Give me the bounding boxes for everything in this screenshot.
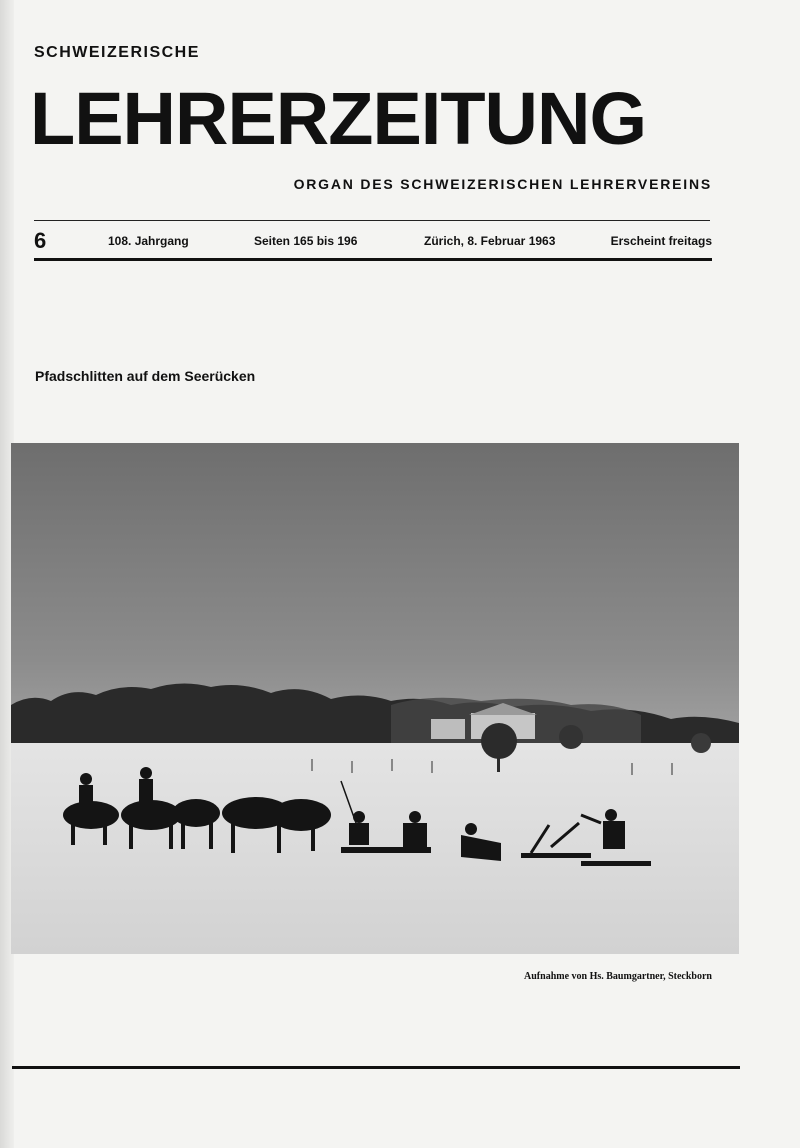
issue-pages: Seiten 165 bis 196	[254, 234, 358, 248]
snow-sled-scene	[11, 443, 739, 954]
issue-place-date: Zürich, 8. Februar 1963	[424, 234, 556, 248]
article-headline: Pfadschlitten auf dem Seerücken	[35, 368, 256, 384]
issue-volume: 108. Jahrgang	[108, 234, 189, 248]
issue-info-line	[34, 230, 712, 252]
footer-rule	[12, 1066, 740, 1069]
masthead-title: LEHRERZEITUNG	[30, 77, 646, 160]
masthead-subtitle: ORGAN DES SCHWEIZERISCHEN LEHRERVEREINS	[293, 176, 712, 192]
masthead-supertitle: SCHWEIZERISCHE	[34, 44, 200, 61]
cover-photo	[11, 443, 739, 954]
photo-credit: Aufnahme von Hs. Baumgartner, Steckborn	[524, 971, 712, 982]
issue-number: 6	[34, 228, 47, 253]
header-rule	[34, 220, 710, 221]
header-rule-thick	[34, 258, 712, 261]
issue-frequency: Erscheint freitags	[610, 234, 712, 248]
